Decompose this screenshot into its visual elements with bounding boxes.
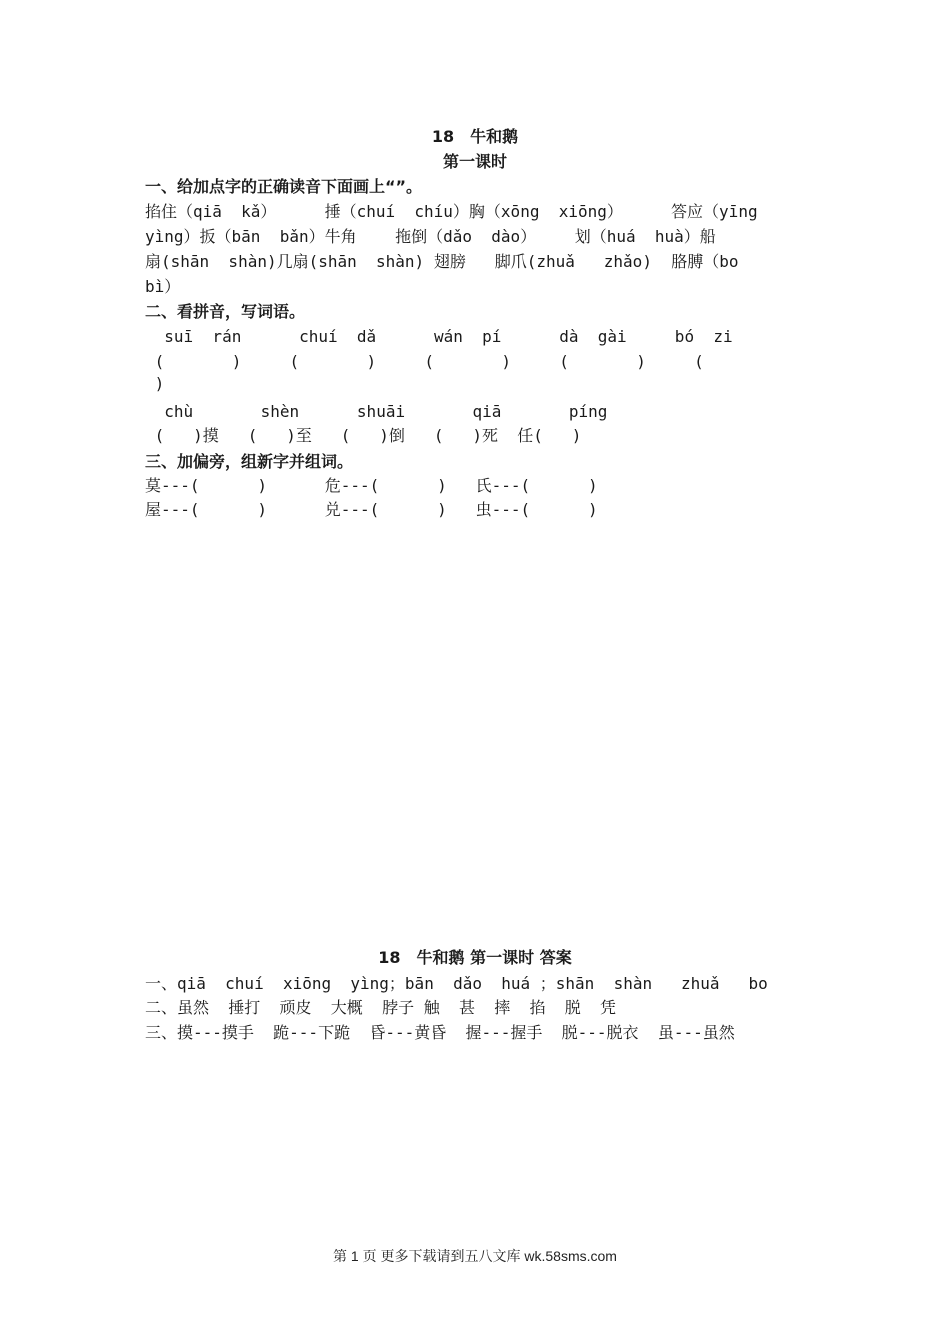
section3-line: 莫---( ) 危---( ) 氏---( ) [145, 476, 598, 495]
page-footer: 第 1 页 更多下载请到五八文库 wk.58sms.com [333, 1248, 617, 1264]
section2-line: suī rán chuí dǎ wán pí dà gài bó zi [145, 327, 733, 346]
section1-heading: 一、给加点字的正确读音下面画上“”。 [145, 177, 423, 196]
section1-line: 掐住（qiā kǎ） 捶（chuí chíu）胸（xōng xiōng） 答应（yīng [145, 202, 758, 221]
section1-line: bì） [145, 277, 181, 296]
answer-title: 18 牛和鹅 第一课时 答案 [378, 948, 572, 967]
answer-line: 三、摸---摸手 跪---下跪 昏---黄昏 握---握手 脱---脱衣 虽---虽然 [145, 1023, 735, 1042]
section2-line: ( )摸 ( )至 ( )倒 ( )死 任( ) [145, 426, 582, 445]
section2-line: chù shèn shuāi qiā píng [145, 402, 608, 421]
section2-line: ) [145, 374, 165, 393]
section2-line: ( ) ( ) ( ) ( ) ( [145, 352, 704, 371]
section1-line: 扇(shān shàn)几扇(shān shàn) 翅膀 脚爪(zhuǎ zhǎo) 胳膊（bo [145, 252, 739, 271]
section2-heading: 二、看拼音，写词语。 [145, 302, 306, 321]
answer-line: 一、qiā chuí xiōng yìng；bān dǎo huá ；shān shàn zhuǎ bo [145, 974, 768, 993]
section1-line: yìng）扳（bān bǎn）牛角 拖倒（dǎo dào） 划（huá huà）船 [145, 227, 716, 246]
worksheet-subtitle: 第一课时 [442, 152, 507, 171]
worksheet-title: 18 牛和鹅 [431, 127, 519, 146]
section3-heading: 三、加偏旁，组新字并组词。 [145, 452, 354, 471]
section3-line: 屋---( ) 兑---( ) 虫---( ) [145, 500, 598, 519]
answer-line: 二、虽然 捶打 顽皮 大概 脖子 触 甚 摔 掐 脱 凭 [145, 998, 617, 1017]
